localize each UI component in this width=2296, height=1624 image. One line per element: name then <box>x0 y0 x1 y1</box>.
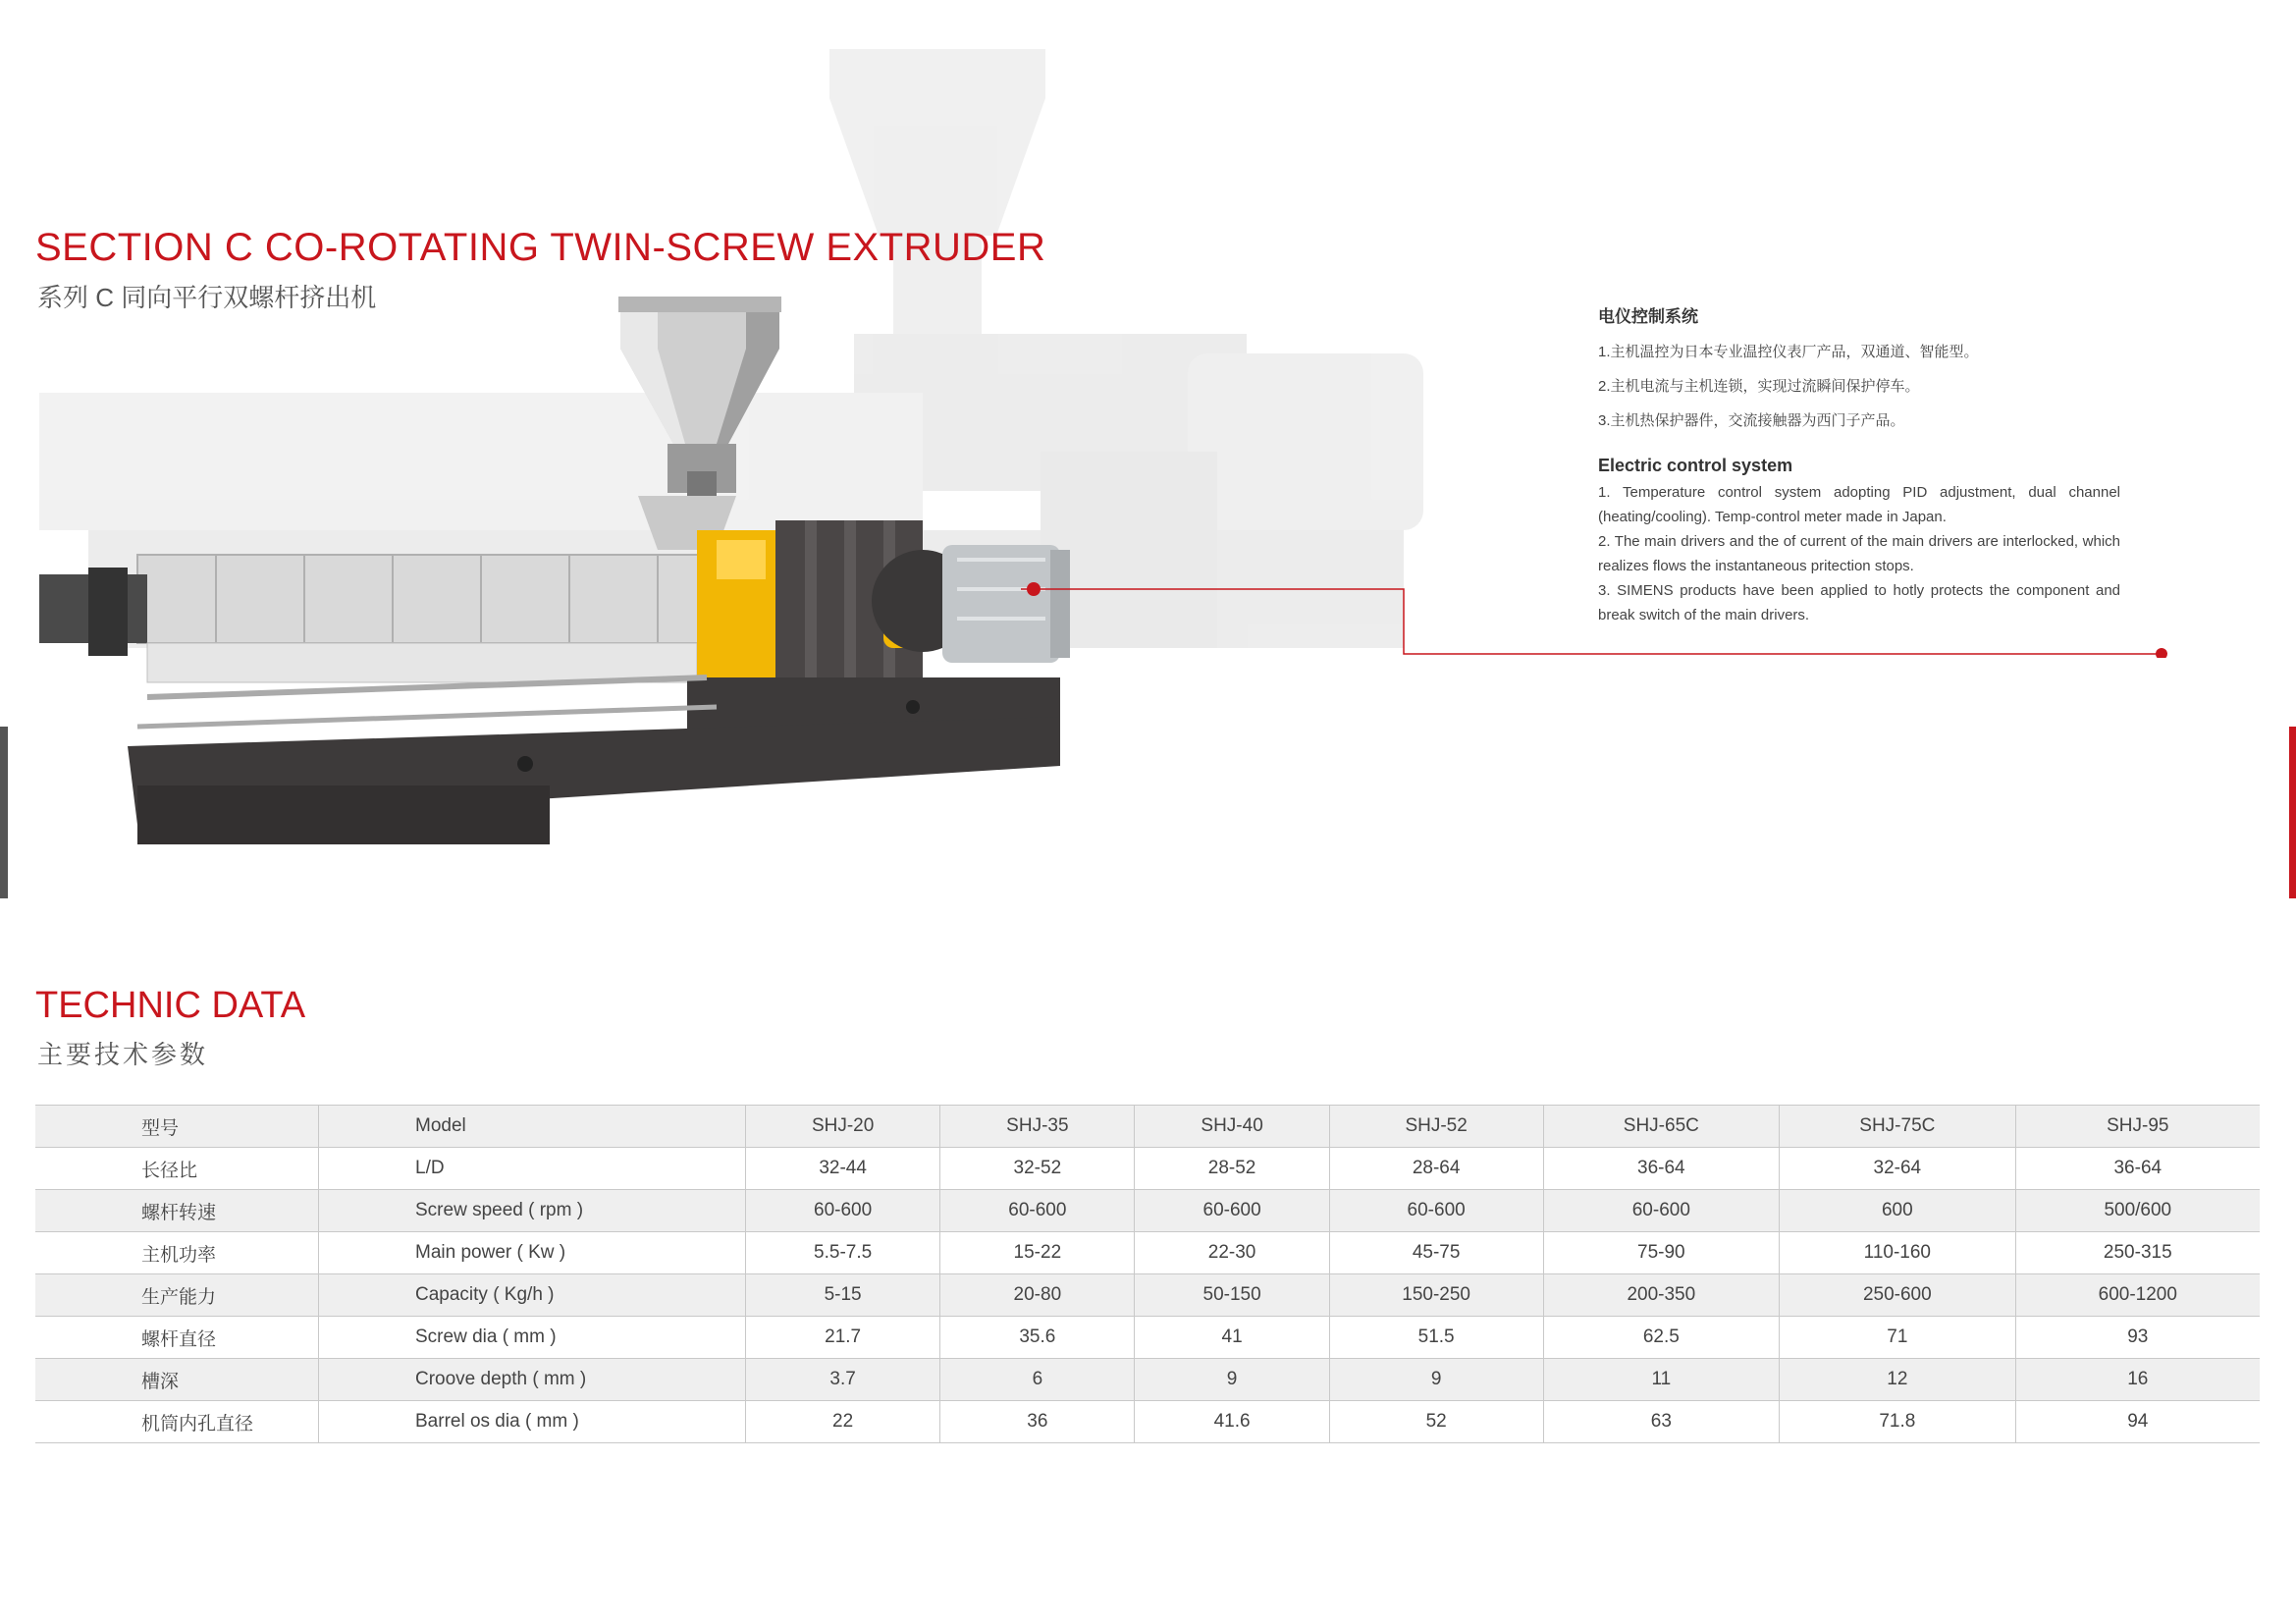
table-cell: 20-80 <box>940 1274 1135 1317</box>
electric-heading-cn: 电仪控制系统 <box>1598 307 1698 326</box>
table-row <box>35 1148 2260 1190</box>
left-edge-bar <box>0 727 8 898</box>
table-row <box>35 1190 2260 1232</box>
row-label-cn: 生产能力 <box>35 1274 319 1317</box>
electric-item-cn: 3.主机热保护器件，交流接触器为西门子产品。 <box>1598 412 1905 429</box>
table-cell: 51.5 <box>1329 1317 1543 1359</box>
table-cell: 60-600 <box>1135 1190 1329 1232</box>
table-cell: 32-44 <box>746 1148 940 1190</box>
table-cell: 22 <box>746 1401 940 1443</box>
table-cell: 28-52 <box>1135 1148 1329 1190</box>
row-label-en: Screw speed ( rpm ) <box>319 1190 746 1232</box>
table-row <box>35 1401 2260 1443</box>
table-row <box>35 1232 2260 1274</box>
table-cell: 22-30 <box>1135 1232 1329 1274</box>
table-cell: 250-315 <box>2015 1232 2260 1274</box>
table-cell: 41.6 <box>1135 1401 1329 1443</box>
extruder-illustration <box>29 39 1433 864</box>
table-cell: SHJ-20 <box>746 1106 940 1148</box>
table-cell: 250-600 <box>1780 1274 2016 1317</box>
section-subtitle: 系列 C 同向平行双螺杆挤出机 <box>37 283 377 312</box>
table-cell: 32-64 <box>1780 1148 2016 1190</box>
table-cell: SHJ-75C <box>1780 1106 2016 1148</box>
table-cell: 5-15 <box>746 1274 940 1317</box>
table-cell: 36-64 <box>1543 1148 1780 1190</box>
table-cell: 93 <box>2015 1317 2260 1359</box>
technic-subtitle: 主要技术参数 <box>37 1040 209 1069</box>
table-cell: 6 <box>940 1359 1135 1401</box>
row-label-en: Screw dia ( mm ) <box>319 1317 746 1359</box>
table-cell: 9 <box>1329 1359 1543 1401</box>
table-cell: 150-250 <box>1329 1274 1543 1317</box>
table-row <box>35 1317 2260 1359</box>
base-frame <box>128 677 1060 844</box>
table-cell: 12 <box>1780 1359 2016 1401</box>
electric-control-info <box>1598 302 2120 627</box>
electric-heading-en: Electric control system <box>1598 456 1793 475</box>
table-row <box>35 1359 2260 1401</box>
table-cell: 63 <box>1543 1401 1780 1443</box>
row-label-en: Croove depth ( mm ) <box>319 1359 746 1401</box>
piping <box>137 677 717 727</box>
table-cell: 3.7 <box>746 1359 940 1401</box>
table-cell: 36-64 <box>2015 1148 2260 1190</box>
row-label-cn: 螺杆转速 <box>35 1190 319 1232</box>
table-cell: 60-600 <box>746 1190 940 1232</box>
row-label-cn: 机筒内孔直径 <box>35 1401 319 1443</box>
row-label-cn: 长径比 <box>35 1148 319 1190</box>
right-edge-bar <box>2289 727 2296 898</box>
table-cell: 600 <box>1780 1190 2016 1232</box>
table-cell: 200-350 <box>1543 1274 1780 1317</box>
table-cell: 15-22 <box>940 1232 1135 1274</box>
table-cell: 60-600 <box>1329 1190 1543 1232</box>
table-cell: SHJ-52 <box>1329 1106 1543 1148</box>
technic-title: TECHNIC DATA <box>35 985 306 1026</box>
table-row <box>35 1274 2260 1317</box>
row-label-cn: 主机功率 <box>35 1232 319 1274</box>
table-cell: 11 <box>1543 1359 1780 1401</box>
table-cell: 600-1200 <box>2015 1274 2260 1317</box>
table-cell: 41 <box>1135 1317 1329 1359</box>
electric-item-cn: 2.主机电流与主机连锁，实现过流瞬间保护停车。 <box>1598 378 1920 395</box>
table-cell: 71 <box>1780 1317 2016 1359</box>
table-cell: 500/600 <box>2015 1190 2260 1232</box>
table-row <box>35 1106 2260 1148</box>
row-label-en: Barrel os dia ( mm ) <box>319 1401 746 1443</box>
row-label-en: Model <box>319 1106 746 1148</box>
technic-table <box>35 1105 2260 1443</box>
barrel <box>39 555 726 682</box>
electric-item-en: 3. SIMENS products have been applied to hotly protects the component and break switch of the main drivers. <box>1598 582 2120 623</box>
table-cell: 60-600 <box>940 1190 1135 1232</box>
table-cell: 35.6 <box>940 1317 1135 1359</box>
table-cell: 32-52 <box>940 1148 1135 1190</box>
table-cell: 62.5 <box>1543 1317 1780 1359</box>
electric-item-en: 2. The main drivers and the of current of the main drivers are interlocked, which realizes flows the instantaneous pritection stops. <box>1598 533 2120 574</box>
table-cell: SHJ-35 <box>940 1106 1135 1148</box>
row-label-cn: 槽深 <box>35 1359 319 1401</box>
table-cell: 9 <box>1135 1359 1329 1401</box>
row-label-en: Main power ( Kw ) <box>319 1232 746 1274</box>
table-cell: 60-600 <box>1543 1190 1780 1232</box>
table-cell: 50-150 <box>1135 1274 1329 1317</box>
table-cell: 94 <box>2015 1401 2260 1443</box>
section-title: SECTION C CO-ROTATING TWIN-SCREW EXTRUDER <box>35 226 1046 269</box>
table-cell: 5.5-7.5 <box>746 1232 940 1274</box>
table-cell: SHJ-40 <box>1135 1106 1329 1148</box>
table-cell: 75-90 <box>1543 1232 1780 1274</box>
row-label-en: L/D <box>319 1148 746 1190</box>
table-cell: 28-64 <box>1329 1148 1543 1190</box>
row-label-cn: 螺杆直径 <box>35 1317 319 1359</box>
table-cell: SHJ-65C <box>1543 1106 1780 1148</box>
electric-item-en: 1. Temperature control system adopting PID adjustment, dual channel (heating/cooling). Temp-control meter made in Japan. <box>1598 484 2120 525</box>
electric-item-cn: 1.主机温控为日本专业温控仪表厂产品，双通道、智能型。 <box>1598 344 1979 360</box>
table-cell: 110-160 <box>1780 1232 2016 1274</box>
table-cell: 52 <box>1329 1401 1543 1443</box>
row-label-en: Capacity ( Kg/h ) <box>319 1274 746 1317</box>
table-cell: 45-75 <box>1329 1232 1543 1274</box>
row-label-cn: 型号 <box>35 1106 319 1148</box>
table-cell: 36 <box>940 1401 1135 1443</box>
table-cell: 16 <box>2015 1359 2260 1401</box>
table-cell: 71.8 <box>1780 1401 2016 1443</box>
table-cell: SHJ-95 <box>2015 1106 2260 1148</box>
table-cell: 21.7 <box>746 1317 940 1359</box>
